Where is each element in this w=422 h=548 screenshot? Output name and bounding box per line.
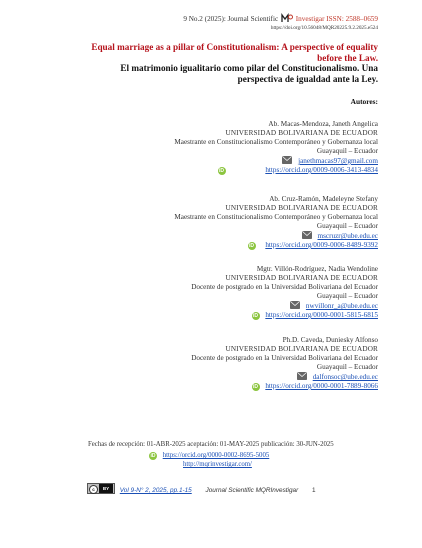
mqr-logo-icon xyxy=(281,13,293,23)
journal-issn: Investigar ISSN: 2588–0659 xyxy=(295,15,378,23)
page-number: 1 xyxy=(312,487,316,494)
cc-by-glyph: BY xyxy=(99,484,113,493)
author-email-row xyxy=(58,301,378,311)
author-email-link[interactable]: dalfonsoc@ube.edu.ec xyxy=(312,373,378,381)
orcid-icon: iD xyxy=(253,313,259,319)
authors-heading: Autores: xyxy=(350,97,378,106)
journal-website-link[interactable]: http://mqrinvestigar.com/ xyxy=(183,461,252,468)
author-orcid-link[interactable]: https://orcid.org/0000-0001-7889-8066 xyxy=(265,382,378,390)
envelope-icon xyxy=(290,301,300,309)
footer-volume[interactable]: Vol 9-N° 2, 2025, pp.1-15 xyxy=(119,487,192,494)
title-english: Equal marriage as a pillar of Constitutionalism: A perspective of equality before the Law. xyxy=(91,42,378,63)
author-role: Maestrante en Constitucionalismo Contemporáneo y Gobernanza local xyxy=(174,138,378,146)
doi-line[interactable]: https://doi.org/10.56048/MQR20225.9.2.2025.e524 xyxy=(270,25,378,31)
author-block xyxy=(58,120,378,175)
envelope-icon xyxy=(297,372,307,380)
author-orcid-link[interactable]: https://orcid.org/0009-0006-3413-4834 xyxy=(265,166,378,174)
author-orcid-row xyxy=(58,166,378,175)
envelope-icon xyxy=(302,231,312,239)
author-email-row xyxy=(58,372,378,382)
author-email-link[interactable]: nwvillonr_a@ube.edu.ec xyxy=(305,302,378,310)
author-location: Guayaquil – Ecuador xyxy=(316,363,378,371)
author-orcid-row xyxy=(58,311,378,320)
orcid-icon: iD xyxy=(253,384,259,390)
author-name: Ph.D. Caveda, Duniesky Alfonso xyxy=(282,336,378,344)
journal-orcid-row xyxy=(149,452,269,460)
author-location: Guayaquil – Ecuador xyxy=(316,292,378,300)
author-block xyxy=(58,265,378,320)
orcid-icon: iD xyxy=(219,168,225,174)
envelope-icon xyxy=(282,156,292,164)
author-block xyxy=(58,336,378,391)
author-university: UNIVERSIDAD BOLIVARIANA DE ECUADOR xyxy=(225,129,378,137)
journal-header xyxy=(183,13,378,23)
author-name: Ab. Cruz-Ramón, Madeleyne Stefany xyxy=(269,195,378,203)
author-orcid-link[interactable]: https://orcid.org/0009-0006-8489-9392 xyxy=(265,241,378,249)
author-role: Maestrante en Constitucionalismo Contemporáneo y Gobernanza local xyxy=(174,213,378,221)
author-name: Mgtr. Villón-Rodríguez, Nadia Wendoline xyxy=(256,265,378,273)
cc-c-glyph: c xyxy=(89,485,98,494)
journal-issue: 9 No.2 (2025): Journal Scientific xyxy=(183,15,279,23)
author-role: Docente de postgrado en la Universidad Bolivariana del Ecuador xyxy=(191,354,378,362)
author-orcid-link[interactable]: https://orcid.org/0000-0001-5815-6815 xyxy=(265,311,378,319)
title-spanish: El matrimonio igualitario como pilar del Constitucionalismo. Una perspectiva de igualdad ante la Ley. xyxy=(120,63,378,84)
author-university: UNIVERSIDAD BOLIVARIANA DE ECUADOR xyxy=(225,345,378,353)
author-location: Guayaquil – Ecuador xyxy=(316,222,378,230)
creative-commons-badge-icon[interactable] xyxy=(87,483,115,494)
journal-orcid-link[interactable]: https://orcid.org/0000-0002-8695-5005 xyxy=(162,452,270,459)
author-university: UNIVERSIDAD BOLIVARIANA DE ECUADOR xyxy=(225,274,378,282)
author-orcid-row xyxy=(58,241,378,250)
author-block xyxy=(58,195,378,250)
publication-dates: Fechas de recepción: 01-ABR-2025 aceptación: 01-MAY-2025 publicación: 30-JUN-2025 xyxy=(88,441,334,448)
author-email-link[interactable]: janethmacas97@gmail.com xyxy=(298,157,378,165)
author-university: UNIVERSIDAD BOLIVARIANA DE ECUADOR xyxy=(225,204,378,212)
orcid-icon: iD xyxy=(150,453,156,459)
author-role: Docente de postgrado en la Universidad Bolivariana del Ecuador xyxy=(191,283,378,291)
orcid-icon: iD xyxy=(249,243,255,249)
author-email-row xyxy=(58,156,378,166)
author-orcid-row xyxy=(58,382,378,391)
author-email-row xyxy=(58,231,378,241)
author-email-link[interactable]: mscruzr@ube.edu.ec xyxy=(317,232,378,240)
author-name: Ab. Macas-Mendoza, Janeth Angelica xyxy=(268,120,378,128)
page-footer xyxy=(87,483,316,494)
author-location: Guayaquil – Ecuador xyxy=(316,147,378,155)
footer-journal: Journal Scientific MQRInvestigar xyxy=(205,487,299,494)
